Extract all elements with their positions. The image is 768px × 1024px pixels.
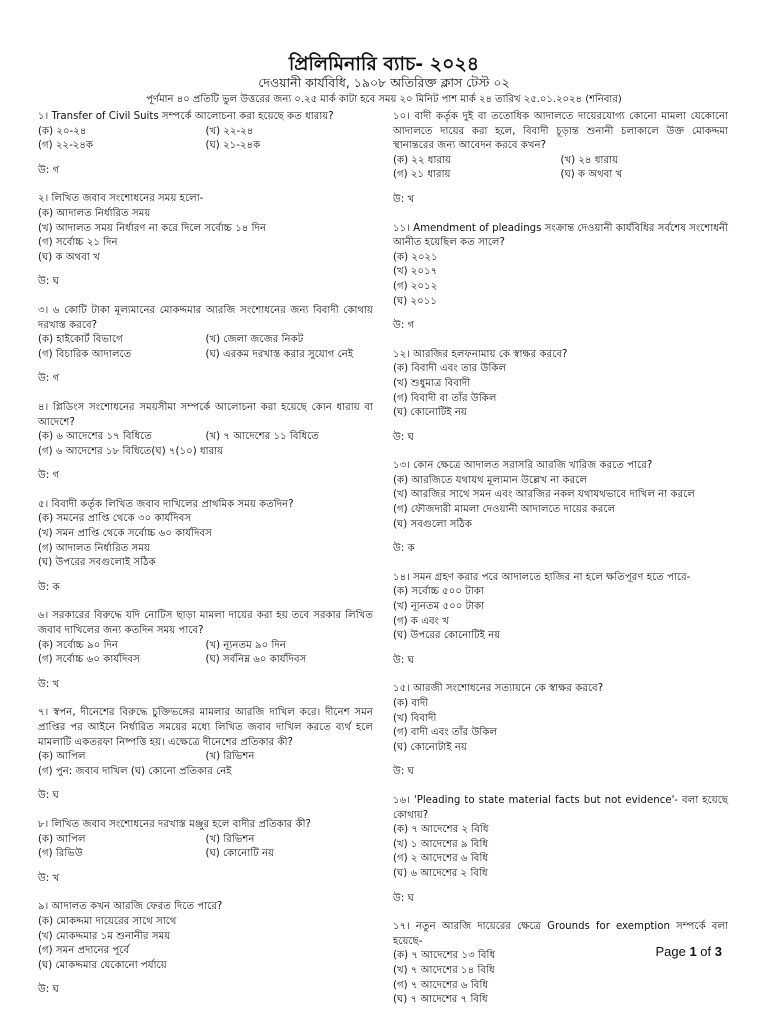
option-row	[38, 125, 373, 140]
answer: উ: গ	[38, 164, 60, 176]
answer: উ: ক	[393, 543, 415, 555]
option: (ঘ) মোকদ্দমার যেকোনো পর্যায়ে	[38, 959, 167, 971]
question-text: ১৩। কোন ক্ষেত্রে আদালত সরাসরি আরজি খারিজ করতে পারে?	[393, 460, 653, 472]
answer: উ: গ	[38, 373, 60, 385]
option: (ঘ) ৭ আদেশের ৭ বিধি	[393, 994, 488, 1006]
question-block	[38, 110, 373, 178]
option: (গ) আদালত নির্ধারিত সময়	[38, 542, 150, 554]
option: (ক) সমনের প্রাপ্তি থেকে ৩০ কার্যদিবস	[38, 513, 192, 525]
question-block	[393, 920, 728, 1008]
option-row	[38, 430, 373, 445]
answer: উ: খ	[393, 193, 415, 205]
option-row	[38, 639, 373, 654]
of-word: of	[700, 944, 712, 959]
option: (ঘ) সর্বনিম্ন ৬০ কার্যদিবস	[205, 654, 307, 666]
question-text: ১৭। নতুন আরজি দায়েরের ক্ষেত্রে Grounds for exemption সম্পর্কে বলা হয়েছে-	[393, 921, 728, 947]
option: (গ) ফৌজদারী মামলা দেওয়ানী আদালতে দায়ের করলে	[393, 504, 616, 516]
question-block	[393, 571, 728, 669]
question-spacer	[393, 334, 728, 348]
question-text: ১০। বাদী কর্তৃক দুই বা ততোধিক আদালতে দায়েরযোগ্য কোনো মামলা যেকোনো আদালতে দায়ের করা হলে, বিবাদী চূড়ান্ত শুনানী চলাকালে উক্ত মোকদ্দমা স্থানান্তরের জন্য আবেদন করবে কখন?	[393, 111, 728, 152]
option: (গ) বাদী এবং তাঁর উকিল	[393, 727, 498, 739]
option: (ঘ) উপরের সবগুলোই সঠিক	[38, 557, 156, 569]
answer: উ: ক	[38, 581, 60, 593]
answer: উ: খ	[38, 678, 60, 690]
right-column	[393, 110, 728, 1008]
option-row	[393, 168, 728, 183]
question-text: ৬। সরকারের বিরুদ্ধে যদি নোটিস ছাড়া মামলা দায়ের করা হয় তবে সরকার লিখিত জবাব দাখিলের জন্য কতদিন সময় পাবে?	[38, 610, 373, 637]
option: (ঘ) ৬ আদেশের ২ বিধি	[393, 867, 488, 879]
option-row	[38, 139, 373, 154]
option: (খ) ১ আদেশের ৯ বিধি	[393, 838, 489, 850]
question-block	[393, 348, 728, 446]
option: (ঘ) এরকম দরখাস্ত করার সুযোগ নেই	[205, 348, 354, 360]
option: (ক) বিবাদী এবং তার উকিল	[393, 363, 507, 375]
question-text: ৩। ৬ কোটি টাকা মূল্যমানের মোকদ্দমার আরজি সংশোধনের জন্য বিবাদী কোথায় দরখাস্ত করবে?	[38, 304, 373, 331]
option: (গ) ২০১২	[393, 280, 438, 292]
option: (গ) ৬ আদেশের ১৮ বিধিতে(ঘ) ৭(১০) ধারায়	[38, 445, 224, 457]
option: (ক) আরজিতে যথাযথ মূল্যমান উল্লেখ না করলে	[393, 474, 587, 486]
option: (ক) আপিল	[38, 833, 86, 845]
option: (ক) মোকদ্দমা দায়েরের সাথে সাথে	[38, 915, 177, 927]
question-block	[38, 498, 373, 596]
question-text: ৫। বিবাদী কর্তৃক লিখিত জবাব দাখিলের প্রাথমিক সময় কতদিন?	[38, 498, 294, 510]
option: (খ) ৭ আদেশের ১৪ বিধি	[393, 964, 495, 976]
option: (গ) ২১ ধারায়	[393, 169, 451, 181]
question-spacer	[393, 906, 728, 920]
option: (ক) ৭ আদেশের ২ বিধি	[393, 824, 489, 836]
option: (ঘ) ২১-২৪ক	[205, 140, 261, 152]
option: (ক) ২২ ধারায়	[393, 154, 452, 166]
page-subtitle: দেওয়ানী কার্যবিধি, ১৯০৮ অতিরিক্ত ক্লাস টেস্ট ০২	[258, 75, 510, 90]
option: (ক) ৭ আদেশের ১৩ বিধি	[393, 950, 496, 962]
option: (খ) রিভিশন	[205, 833, 255, 845]
answer: উ: ঘ	[38, 984, 59, 996]
option-row	[393, 154, 728, 169]
question-block	[38, 818, 373, 886]
option: (ঘ) কোনোটিই নয়	[393, 407, 467, 419]
answer: উ: ঘ	[393, 654, 414, 666]
option-row	[38, 348, 373, 363]
page-word: Page	[655, 944, 686, 959]
question-block	[393, 110, 728, 208]
page-title: প্রিলিমিনারি ব্যাচ- ২০২৪	[288, 53, 480, 75]
option: (ঘ) ক অথবা খ	[38, 251, 100, 263]
marks-line: পূর্ণমান ৪০ প্রতিটি ভুল উত্তরের জন্য ০.২৫ মার্ক কাটা হবে সময় ২০ মিনিট পাশ মার্ক ২৪ তারিখ ২৫.০১.২০২৪ (শনিবার)	[146, 94, 622, 105]
question-text: ১৪। সমন গ্রহণ করার পরে আদালতে হাজির না হলে ক্ষতিপূরণ হতে পারে-	[393, 571, 691, 583]
total-pages: 3	[714, 944, 722, 959]
question-text: ৪। প্লিডিংস সংশোধনের সময়সীমা সম্পর্কে আলোচনা করা হয়েছে কোন ধারায় বা আদেশে?	[38, 401, 373, 428]
option: (গ) সর্বোচ্চ ৬০ কার্যদিবস	[38, 654, 140, 666]
option: (ক) ২০-২৪	[38, 125, 87, 137]
question-text: ১৫। আরজী সংশোধনের সত্যায়নে কে স্বাক্ষর করবে?	[393, 683, 604, 695]
question-block	[38, 401, 373, 484]
question-spacer	[38, 886, 373, 900]
question-block	[393, 222, 728, 334]
question-spacer	[38, 804, 373, 818]
option: (গ) ২২-২৪ক	[38, 140, 94, 152]
option: (গ) পুন: জবাব দাখিল (ঘ) কোনো প্রতিকার নেই	[38, 765, 232, 777]
question-spacer	[393, 445, 728, 459]
option: (খ) বিবাদী	[393, 712, 437, 724]
question-text: ৮। লিখিত জবাব সংশোধনের দরখাস্ত মঞ্জুর হলে বাদীর প্রতিকার কী?	[38, 818, 311, 830]
question-spacer	[38, 595, 373, 609]
question-block	[38, 900, 373, 998]
option: (ক) হাইকোর্ট বিভাগে	[38, 334, 123, 346]
option: (খ) ন্যূনতম ৫০০ টাকা	[393, 601, 485, 613]
option-row	[38, 333, 373, 348]
answer: উ: ঘ	[38, 276, 59, 288]
option: (গ) ২ আদেশের ৬ বিধি	[393, 853, 489, 865]
option: (খ) মোকদ্দমার ১ম শুনানীর সময়	[38, 930, 171, 942]
question-spacer	[393, 668, 728, 682]
page-number	[655, 944, 722, 959]
question-spacer	[393, 557, 728, 571]
question-text: ১৬। 'Pleading to state material facts but not evidence'- বলা হয়েছে কোথায়?	[393, 794, 728, 821]
answer: উ: গ	[393, 320, 415, 332]
option-row	[38, 750, 373, 765]
question-spacer	[38, 178, 373, 192]
option-row	[38, 653, 373, 668]
option: (গ) ৭ আদেশের ৬ বিধি	[393, 979, 489, 991]
option: (ঘ) কোনোটি নয়	[205, 848, 275, 860]
option: (গ) বিচারিক আদালতে	[38, 348, 132, 360]
answer: উ: খ	[38, 872, 60, 884]
question-block	[393, 794, 728, 906]
option: (গ) বিবাদী বা তাঁর উকিল	[393, 392, 497, 404]
option: (খ) ৭ আদেশের ১১ বিধিতে	[205, 431, 319, 443]
option: (গ) সর্বোচ্চ ২১ দিন	[38, 237, 118, 249]
option: (খ) ২২-২৪	[205, 125, 254, 137]
question-block	[38, 192, 373, 290]
question-spacer	[38, 290, 373, 304]
question-spacer	[393, 208, 728, 222]
question-block	[393, 459, 728, 557]
option: (খ) ন্যূনতম ৯০ দিন	[205, 639, 286, 651]
option: (ঘ) কোনোটাই নয়	[393, 741, 467, 753]
option: (ক) ৬ আদেশের ১৭ বিধিতে	[38, 431, 152, 443]
question-text: ১১। Amendment of pleadings সংক্রান্ত দেওয়ানী কার্যবিধির সর্বশেষ সংশোধনী আনীত হয়েছিল কত সালে?	[393, 222, 728, 249]
option: (খ) রিভিশন	[205, 751, 255, 763]
option: (ঘ) উপরের কোনোটিই নয়	[393, 630, 501, 642]
option: (ঘ) ২০১১	[393, 295, 437, 307]
option: (ক) ২০২১	[393, 251, 438, 263]
question-block	[38, 304, 373, 387]
answer: উ: ঘ	[393, 892, 414, 904]
left-column	[38, 110, 373, 998]
question-text: ১২। আরজির হলফনামায় কে স্বাক্ষর করবে?	[393, 348, 568, 360]
option: (গ) সমন প্রদানের পূর্বে	[38, 945, 130, 957]
option: (খ) শুধুমাত্র বিবাদী	[393, 377, 471, 389]
option: (খ) ২০১৭	[393, 266, 438, 278]
option: (গ) ক এবং খ	[393, 615, 449, 627]
option: (ক) আদালত নির্ধারিত সময়	[38, 207, 151, 219]
question-spacer	[38, 387, 373, 401]
question-spacer	[38, 484, 373, 498]
answer: উ: ঘ	[393, 431, 414, 443]
option: (খ) ২৪ ধারায়	[560, 154, 619, 166]
question-text: ১। Transfer of Civil Suits সম্পর্কে আলোচনা করা হয়েছে কত ধারায়?	[38, 111, 334, 122]
option: (ক) আপিল	[38, 751, 86, 763]
option: (গ) রিভিউ	[38, 848, 83, 860]
current-page: 1	[689, 944, 697, 959]
option-row	[38, 847, 373, 862]
question-block	[393, 682, 728, 780]
option: (ক) সর্বোচ্চ ৫০০ টাকা	[393, 586, 484, 598]
option-row	[38, 833, 373, 848]
option: (ঘ) সবগুলো সঠিক	[393, 518, 473, 530]
question-text: ৯। আদালত কখন আরজি ফেরত দিতে পারে?	[38, 901, 223, 913]
option: (খ) আরজির সাথে সমন এবং আরজির নকল যথাযথভাবে দাখিল না করলে	[393, 489, 695, 501]
question-text: ২। লিখিত জবাব সংশোধনের সময় হলো-	[38, 193, 204, 205]
question-block	[38, 706, 373, 804]
option: (খ) আদালত সময় নির্ধারণ না করে দিলে সর্বোচ্চ ১৪ দিন	[38, 222, 267, 234]
answer: উ: ঘ	[38, 790, 59, 802]
answer: উ: গ	[38, 470, 60, 482]
question-spacer	[38, 692, 373, 706]
question-spacer	[393, 780, 728, 794]
option: (খ) জেলা জজের নিকট	[205, 334, 304, 346]
question-block	[38, 609, 373, 692]
option: (ঘ) ক অথবা খ	[560, 169, 623, 181]
option: (ক) বাদী	[393, 698, 429, 709]
option: (খ) সমন প্রাপ্তি থেকে সর্বোচ্চ ৬০ কার্যদিবস	[38, 528, 212, 540]
option: (ক) সর্বোচ্চ ৯০ দিন	[38, 639, 118, 651]
answer: উ: ঘ	[393, 766, 414, 778]
question-text: ৭। স্বপন, দীনেশের বিরুদ্ধে চুক্তিভঙ্গের মামলার আরজি দাখিল করে। দীনেশ সমন প্রাপ্তির পর আইনে নির্ধারিত সময়ের মধ্যে লিখিত জবাব দাখিল করতে ব্যর্থ হলে মামলাটি একতরফা নিষ্পত্তি হয়। এক্ষেত্রে দীনেশের প্রতিকার কী?	[38, 707, 373, 748]
